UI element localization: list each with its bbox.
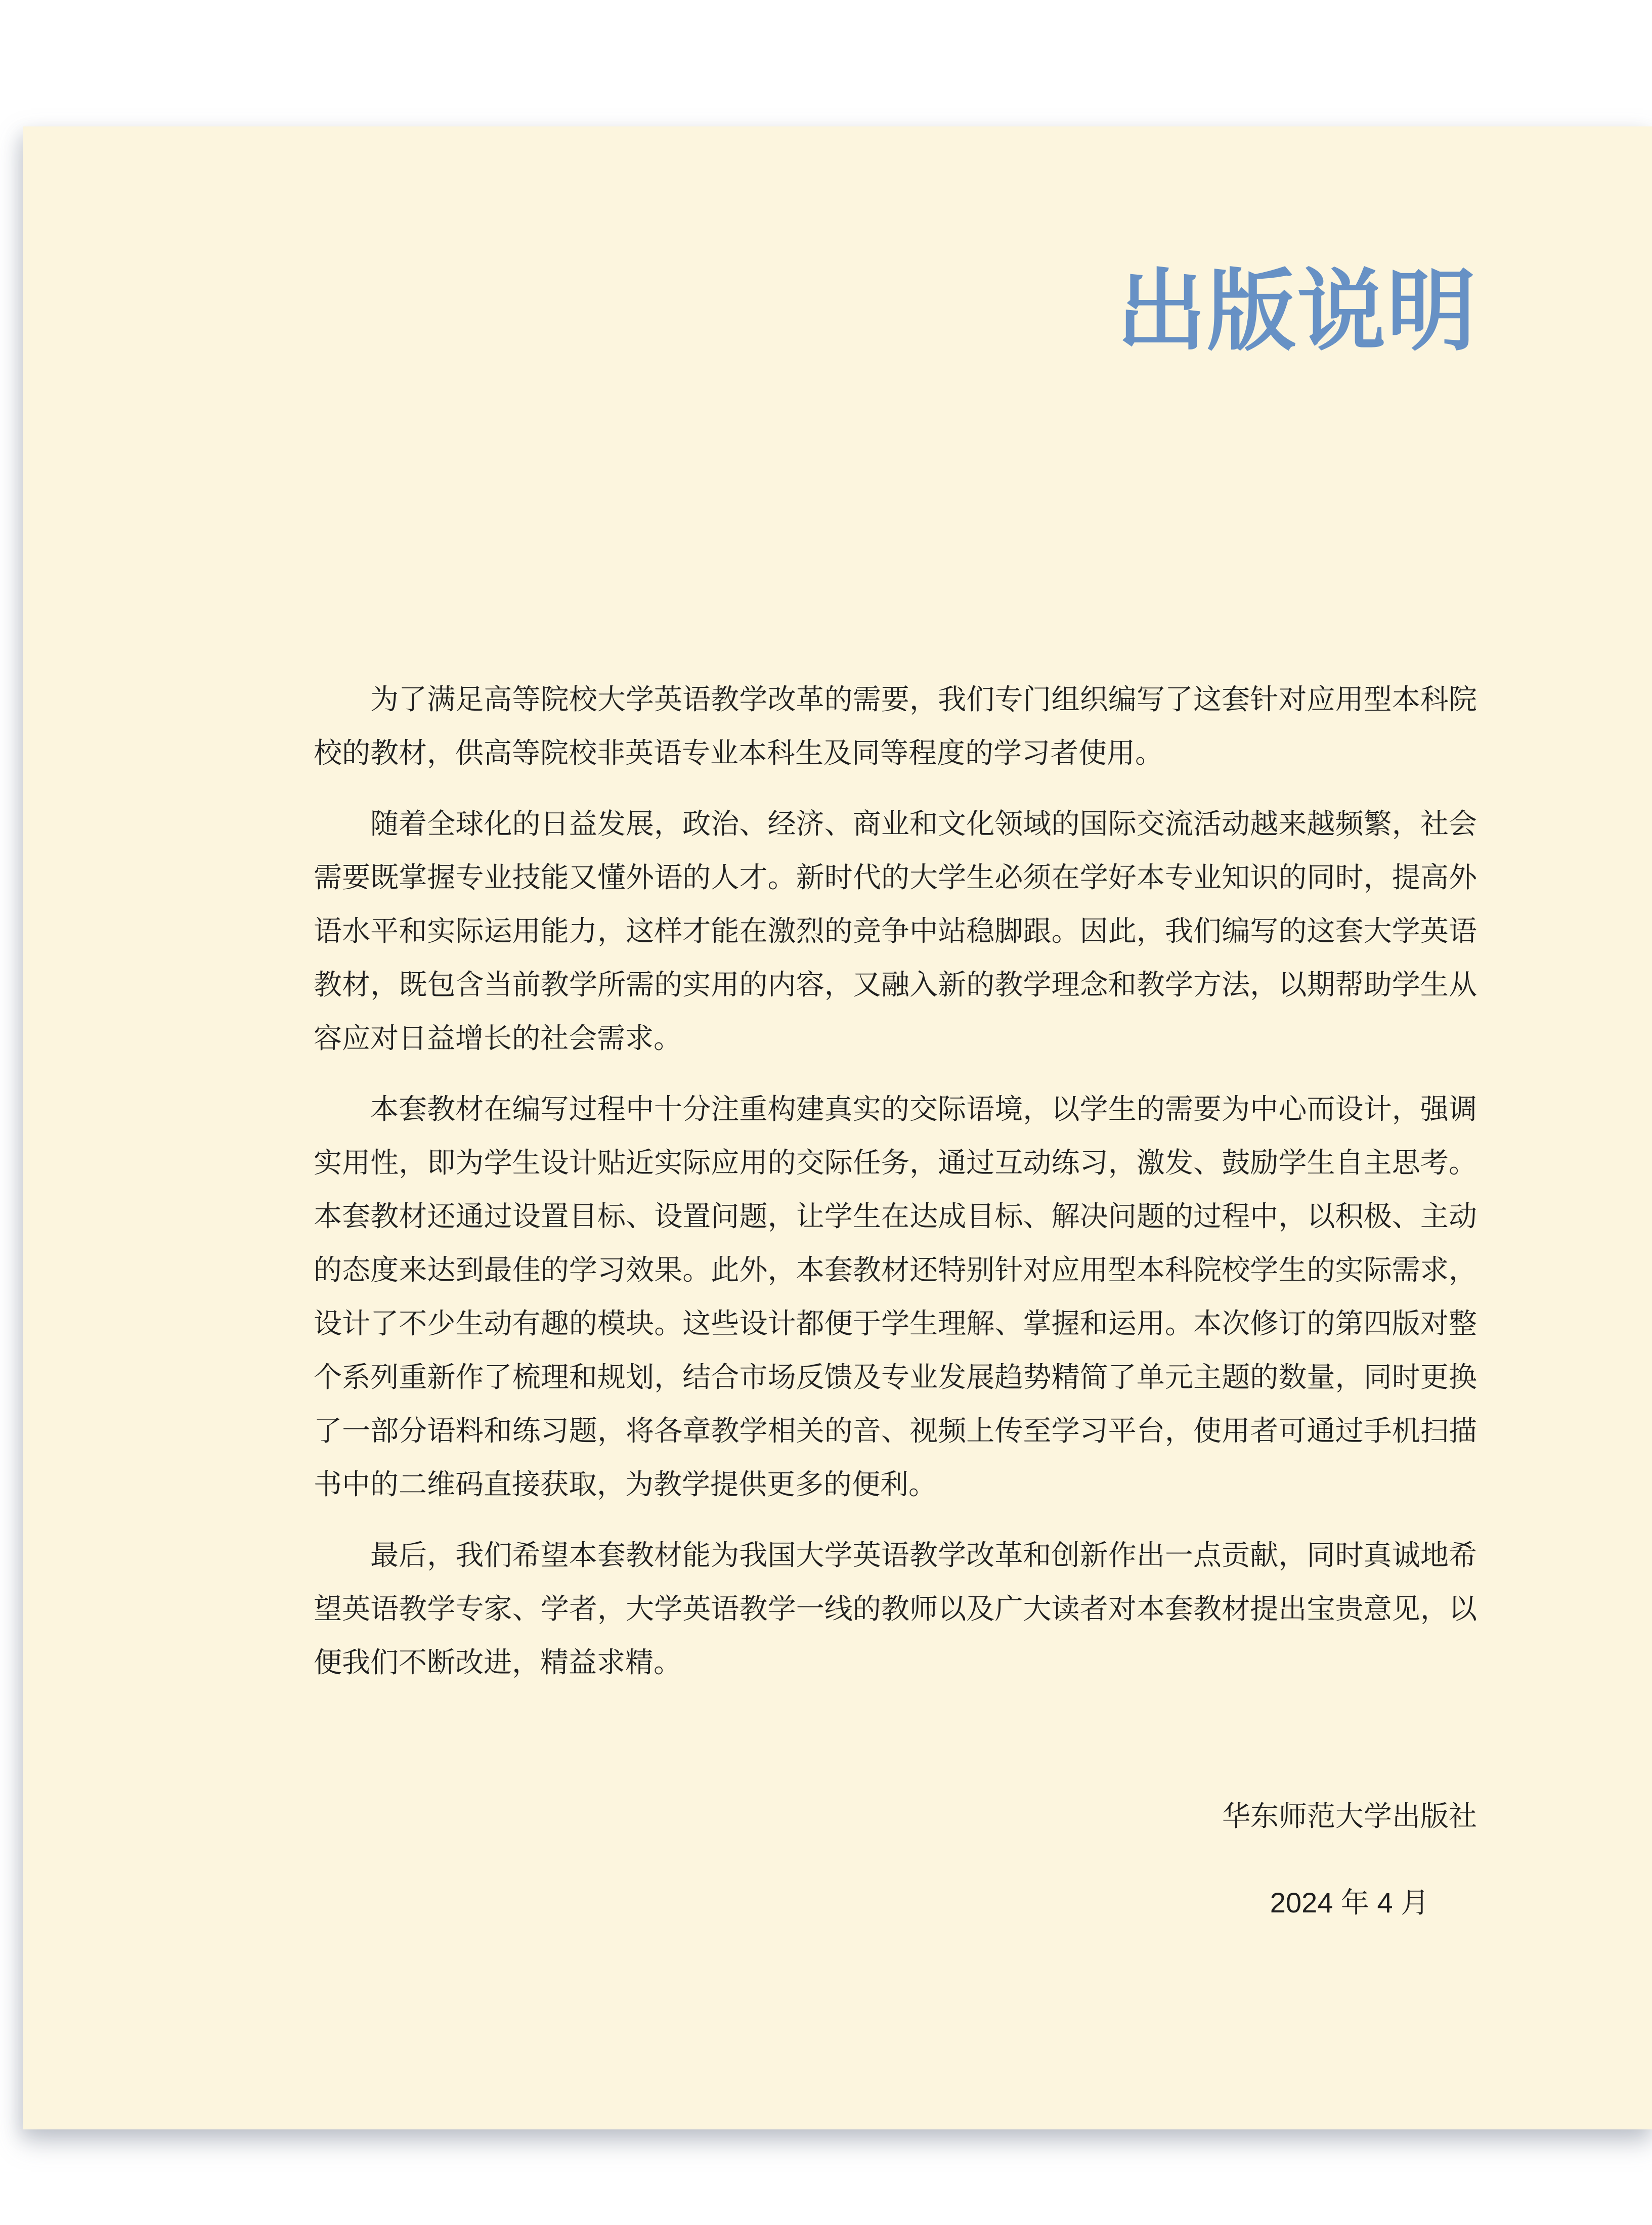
- paragraph-1: 为了满足高等院校大学英语教学改革的需要，我们专门组织编写了这套针对应用型本科院校的教材，供高等院校非英语专业本科生及同等程度的学习者使用。: [314, 683, 1477, 769]
- document-page: [23, 126, 1652, 2129]
- publisher-name: 华东师范大学出版社: [1222, 1800, 1477, 1832]
- body-text: [314, 673, 1477, 1689]
- signature-inner: [1222, 1790, 1477, 1930]
- page-title: 出版说明: [1116, 262, 1477, 361]
- paragraph-3: 本套教材在编写过程中十分注重构建真实的交际语境，以学生的需要为中心而设计，强调实用性，即为学生设计贴近实际应用的交际任务，通过互动练习，激发、鼓励学生自主思考。本套教材还通过设置目标、设置问题，让学生在达成目标、解决问题的过程中，以积极、主动的态度来达到最佳的学习效果。此外，本套教材还特别针对应用型本科院校学生的实际需求，设计了不少生动有趣的模块。这些设计都便于学生理解、掌握和运用。本次修订的第四版对整个系列重新作了梳理和规划，结合市场反馈及专业发展趋势精简了单元主题的数量，同时更换了一部分语料和练习题，将各章教学相关的音、视频上传至学习平台，使用者可通过手机扫描书中的二维码直接获取，为教学提供更多的便利。: [314, 1093, 1477, 1500]
- signature-block: [314, 1790, 1477, 1930]
- publication-date: 2024 年 4 月: [1270, 1887, 1429, 1918]
- paragraph-4: 最后，我们希望本套教材能为我国大学英语教学改革和创新作出一点贡献，同时真诚地希望英语教学专家、学者，大学英语教学一线的教师以及广大读者对本套教材提出宝贵意见，以便我们不断改进，精益求精。: [314, 1539, 1477, 1678]
- paragraph-2: 随着全球化的日益发展，政治、经济、商业和文化领域的国际交流活动越来越频繁，社会需要既掌握专业技能又懂外语的人才。新时代的大学生必须在学好本专业知识的同时，提高外语水平和实际运用能力，这样才能在激烈的竞争中站稳脚跟。因此，我们编写的这套大学英语教材，既包含当前教学所需的实用的内容，又融入新的教学理念和教学方法，以期帮助学生从容应对日益增长的社会需求。: [314, 808, 1477, 1054]
